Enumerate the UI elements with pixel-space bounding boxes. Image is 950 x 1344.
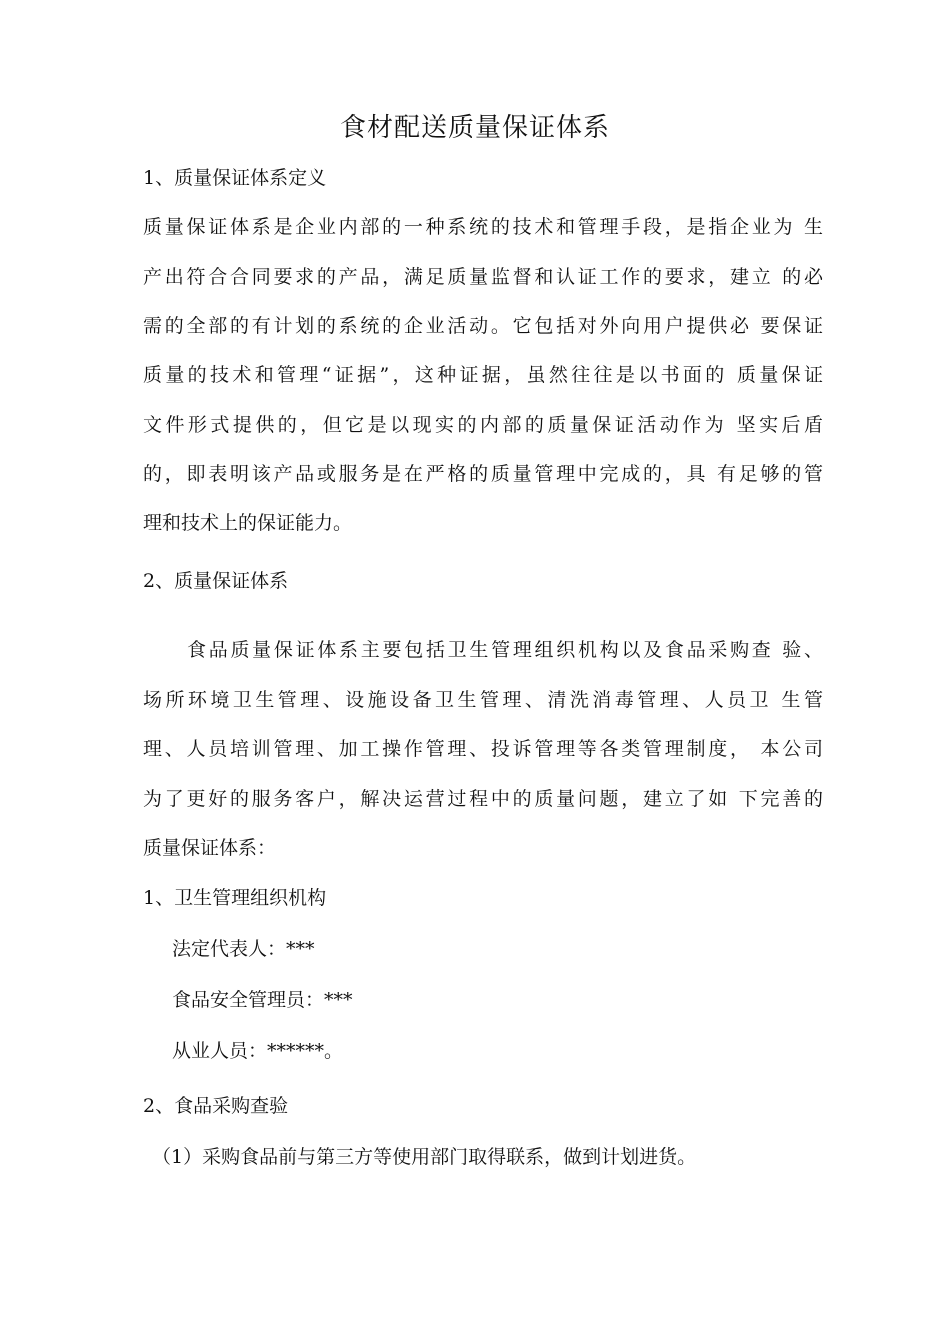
subsection-heading: 1、卫生管理组织机构 xyxy=(143,887,327,909)
paragraph-line: 理和技术上的保证能力。 xyxy=(143,512,353,534)
document-title: 食材配送质量保证体系 xyxy=(339,113,610,143)
paragraph-line: 需的全部的有计划的系统的企业活动。它包括对外向用户提供必 要保证 xyxy=(143,315,823,337)
paragraph-line: 质量保证体系： xyxy=(143,837,277,859)
subsection-heading: 2、食品采购查验 xyxy=(143,1095,289,1117)
paragraph-line: 为了更好的服务客户，解决运营过程中的质量问题，建立了如 下完善的 xyxy=(143,788,823,810)
paragraph-line: 的，即表明该产品或服务是在严格的质量管理中完成的，具 有足够的管 xyxy=(143,463,823,485)
section-heading: 1、质量保证体系定义 xyxy=(143,167,327,189)
paragraph-line: 理、人员培训管理、加工操作管理、投诉管理等各类管理制度， 本公司 xyxy=(143,738,823,760)
section-heading: 2、质量保证体系 xyxy=(143,570,289,592)
paragraph-line: 质量的技术和管理“证据”，这种证据，虽然往往是以书面的 质量保证 xyxy=(143,364,823,386)
paragraph-line: 产出符合合同要求的产品，满足质量监督和认证工作的要求，建立 的必 xyxy=(143,266,823,288)
paragraph-line: 质量保证体系是企业内部的一种系统的技术和管理手段，是指企业为 生 xyxy=(143,216,823,238)
list-item: （1）采购食品前与第三方等使用部门取得联系，做到计划进货。 xyxy=(152,1146,697,1168)
paragraph-line: 食品质量保证体系主要包括卫生管理组织机构以及食品采购查 验、 xyxy=(187,639,823,661)
paragraph-line: 场所环境卫生管理、设施设备卫生管理、清洗消毒管理、人员卫 生管 xyxy=(143,689,823,711)
list-item: 从业人员：******。 xyxy=(172,1040,344,1062)
list-item: 食品安全管理员：*** xyxy=(172,989,353,1011)
list-item: 法定代表人：*** xyxy=(172,938,315,960)
paragraph-line: 文件形式提供的，但它是以现实的内部的质量保证活动作为 坚实后盾 xyxy=(143,414,823,436)
